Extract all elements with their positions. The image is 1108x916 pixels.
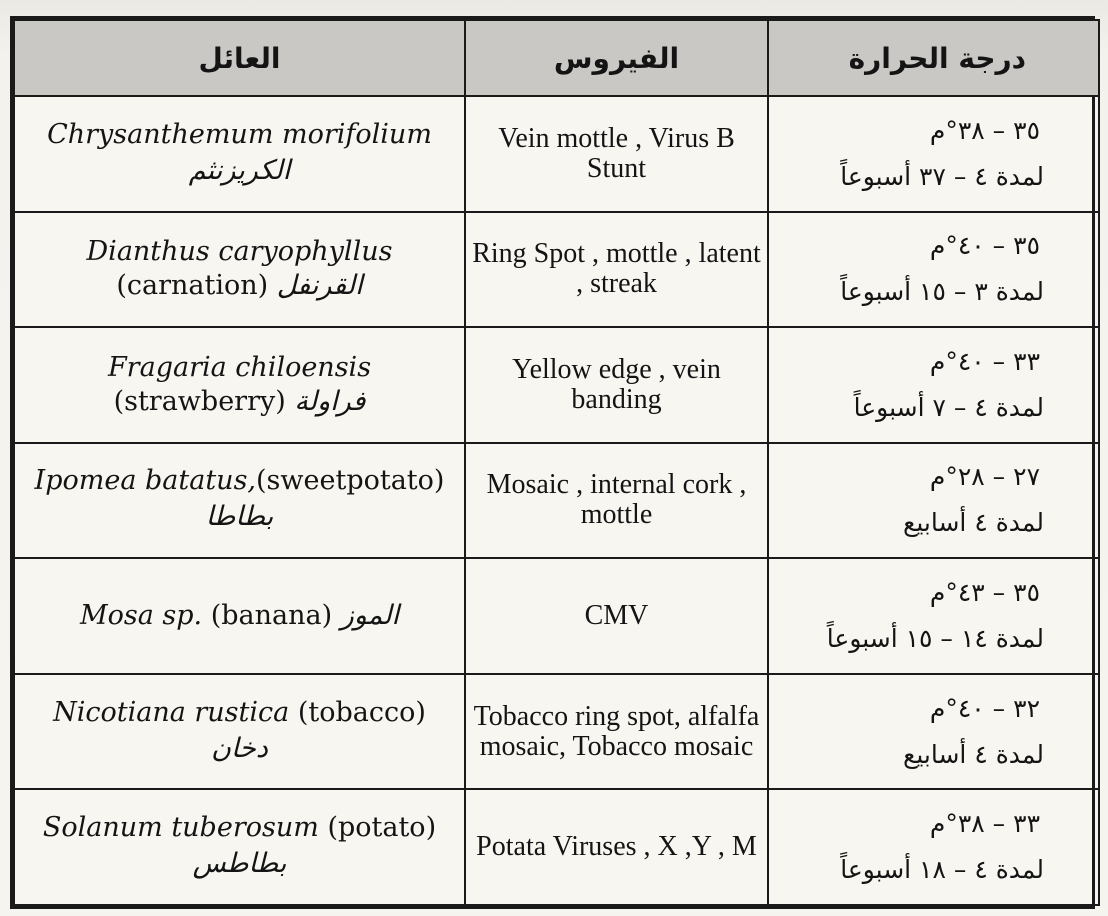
host-common-name: (potato) [327,812,437,844]
header-host: العائل [14,20,465,96]
host-arabic-name: القرنفل [276,270,363,302]
virus-cell: Ring Spot , mottle , latent , streak [465,212,768,328]
treatment-duration: لمدة ٤ – ٧ أسبوعاً [853,392,1044,422]
table-row [14,789,1099,905]
host-cell [14,212,465,328]
temperature-cell [768,789,1099,905]
host-cell [14,327,465,443]
temperature-range: ٣٣ – ٤٠°م [929,346,1040,376]
treatment-duration: لمدة ٤ أسابيع [903,739,1044,769]
table-row [14,443,1099,559]
virus-cell: CMV [465,558,768,674]
temperature-cell [768,558,1099,674]
host-arabic-name: بطاطس [192,848,287,880]
header-virus: الفيروس [465,20,768,96]
treatment-duration: لمدة ٣ – ١٥ أسبوعاً [840,277,1044,307]
host-arabic-name: الموز [340,600,400,632]
virus-cell: Mosaic , internal cork , mottle [465,443,768,559]
host-arabic-name: فراولة [294,385,366,417]
host-cell [14,789,465,905]
host-cell [14,443,465,559]
host-latin-name: Chrysanthemum morifolium [47,118,432,150]
table-row [14,327,1099,443]
host-latin-name: Dianthus caryophyllus [86,236,393,268]
treatment-duration: لمدة ٤ – ٣٧ أسبوعاً [840,161,1044,191]
host-latin-name: Fragaria chiloensis [107,351,372,383]
heat-therapy-table [10,16,1095,909]
temperature-cell [768,674,1099,790]
temperature-range: ٣٥ – ٤٣°م [929,578,1040,608]
host-arabic-name: دخان [211,732,268,764]
virus-cell: Yellow edge , vein banding [465,327,768,443]
host-common-name: (strawberry) [113,385,286,417]
virus-cell: Vein mottle , Virus B Stunt [465,96,768,212]
virus-cell: Potata Viruses , X ,Y , M [465,789,768,905]
host-latin-name: Nicotiana rustica [53,696,290,728]
virus-cell: Tobacco ring spot, alfalfa mosaic, Tobacco mosaic [465,674,768,790]
temperature-range: ٣٣ – ٣٨°م [929,809,1040,839]
host-arabic-name: الكريزنثم [188,154,291,186]
temperature-cell [768,443,1099,559]
host-cell [14,96,465,212]
host-common-name: (banana) [210,600,333,632]
host-cell [14,674,465,790]
temperature-range: ٣٢ – ٤٠°م [929,693,1040,723]
temperature-cell [768,212,1099,328]
table-row [14,674,1099,790]
host-common-name: (sweetpotato) [256,465,445,497]
table-row [14,96,1099,212]
header-temperature: درجة الحرارة [768,20,1099,96]
host-cell [14,558,465,674]
treatment-duration: لمدة ٤ أسابيع [903,508,1044,538]
host-latin-name: Mosa sp. [79,600,203,632]
temperature-range: ٣٥ – ٤٠°م [929,231,1040,261]
treatment-duration: لمدة ٤ – ١٨ أسبوعاً [840,855,1044,885]
temperature-range: ٣٥ – ٣٨°م [929,115,1040,145]
temperature-range: ٢٧ – ٢٨°م [929,462,1040,492]
host-latin-name: Solanum tuberosum [42,812,319,844]
host-common-name: (tobacco) [297,696,426,728]
table-row [14,212,1099,328]
temperature-cell [768,327,1099,443]
host-arabic-name: بطاطا [205,501,274,533]
host-latin-name: Ipomea batatus, [34,465,257,497]
header-row [14,20,1099,96]
temperature-cell [768,96,1099,212]
table-row [14,558,1099,674]
host-common-name: (carnation) [116,270,269,302]
data-table [13,19,1100,906]
treatment-duration: لمدة ١٤ – ١٥ أسبوعاً [826,624,1044,654]
